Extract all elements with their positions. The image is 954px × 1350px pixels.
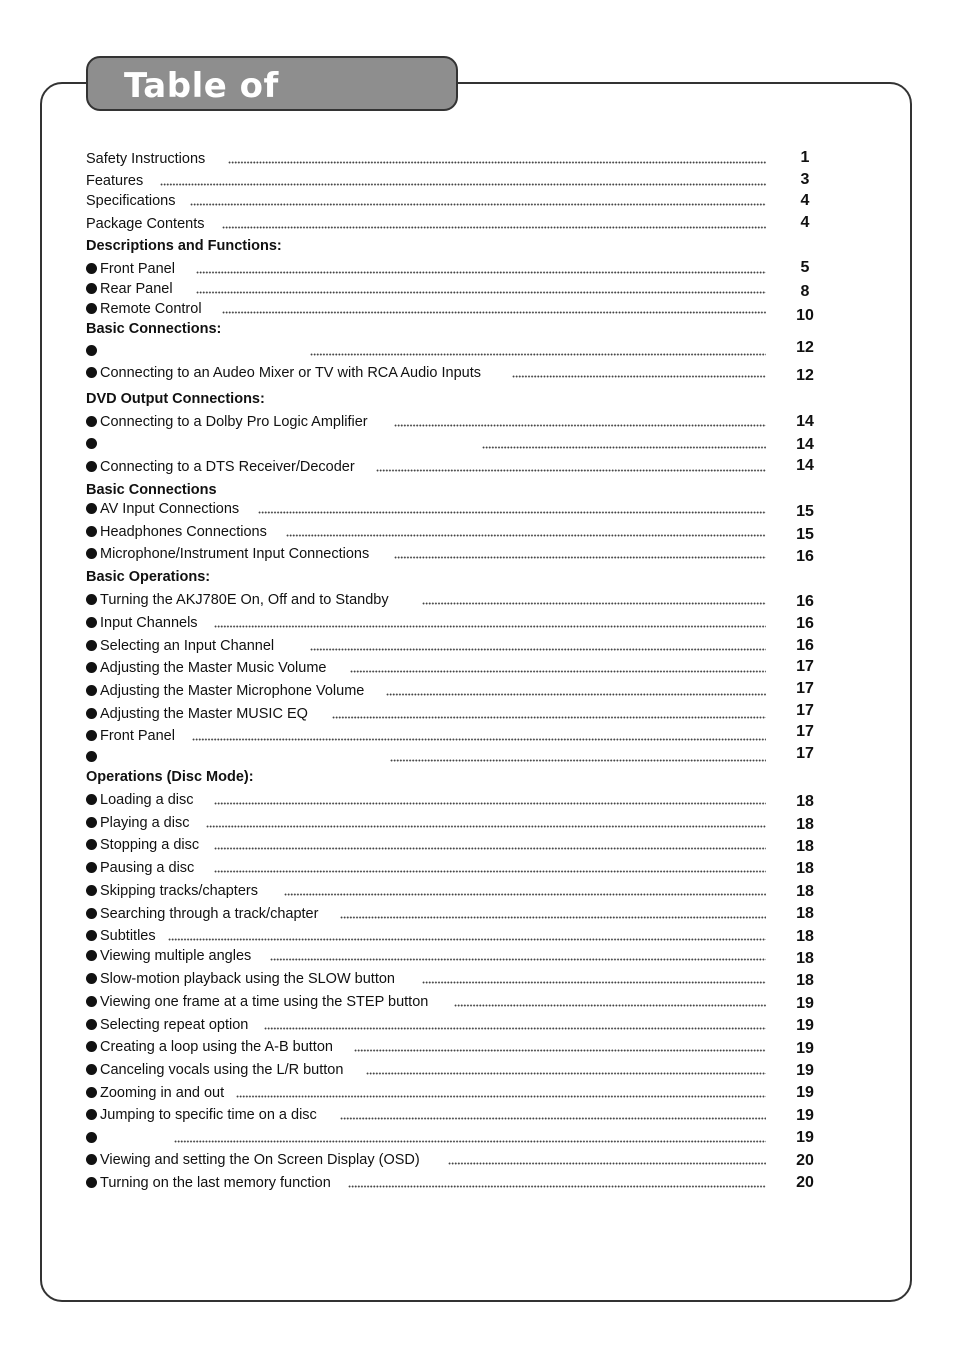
dot-leader xyxy=(422,980,766,984)
bullet-icon xyxy=(86,1132,97,1143)
toc-entry xyxy=(86,1102,766,1124)
dot-leader xyxy=(258,510,766,514)
entry-text xyxy=(86,727,183,745)
bullet-icon xyxy=(86,950,97,961)
bullet-icon xyxy=(86,438,97,449)
entry-label: Descriptions and Functions: xyxy=(86,238,282,254)
entry-text xyxy=(86,1016,256,1034)
page-number: 14 xyxy=(796,436,814,453)
bullet-icon xyxy=(86,794,97,805)
dot-leader xyxy=(192,737,766,741)
bullet-icon xyxy=(86,1087,97,1098)
bullet-icon xyxy=(86,1064,97,1075)
dot-leader xyxy=(214,801,766,805)
bullet-icon xyxy=(86,283,97,294)
toc-entry xyxy=(86,943,766,965)
toc-entry xyxy=(86,454,766,476)
page-number: 12 xyxy=(796,367,814,384)
page-number: 18 xyxy=(796,883,814,900)
toc-section-heading xyxy=(86,386,766,408)
page-number: 19 xyxy=(796,1040,814,1057)
entry-text xyxy=(86,659,334,677)
section-heading-text xyxy=(86,237,290,255)
entry-label: Pausing a disc xyxy=(100,860,195,876)
bullet-icon xyxy=(86,263,97,274)
page-number: 14 xyxy=(796,457,814,474)
entry-label: Remote Control xyxy=(100,301,202,317)
entry-text xyxy=(86,342,108,360)
page-title: Table of Contents xyxy=(124,66,301,146)
toc-entry xyxy=(86,744,766,766)
toc-entry xyxy=(86,360,766,382)
entry-label: Turning the AKJ780E On, Off and to Standby xyxy=(100,592,389,608)
dot-leader xyxy=(394,555,766,559)
toc-entry xyxy=(86,256,766,278)
section-heading-text xyxy=(86,768,262,786)
title-banner xyxy=(86,56,458,146)
bullet-icon xyxy=(86,908,97,919)
entry-text xyxy=(86,591,397,609)
bullet-icon xyxy=(86,885,97,896)
entry-text xyxy=(86,192,183,210)
entry-text xyxy=(86,523,275,541)
toc-entry xyxy=(86,519,766,541)
toc-entry xyxy=(86,296,766,318)
entry-text xyxy=(86,1061,351,1079)
entry-label: Package Contents xyxy=(86,216,205,232)
entry-text xyxy=(86,435,108,453)
entry-label: Playing a disc xyxy=(100,815,190,831)
toc-entry xyxy=(86,1012,766,1034)
toc-entry xyxy=(86,496,766,518)
entry-text xyxy=(86,458,363,476)
page-number: 10 xyxy=(796,307,814,324)
dot-leader xyxy=(236,1094,766,1098)
toc-section-heading xyxy=(86,316,766,338)
page-number: 19 xyxy=(796,1062,814,1079)
entry-text xyxy=(86,947,259,965)
toc-entry xyxy=(86,431,766,453)
entry-text xyxy=(86,637,282,655)
entry-label: Stopping a disc xyxy=(100,837,200,853)
dot-leader xyxy=(228,160,766,164)
bullet-icon xyxy=(86,662,97,673)
entry-label: Searching through a track/chapter xyxy=(100,906,319,922)
entry-label: AV Input Connections xyxy=(100,501,240,517)
bullet-icon xyxy=(86,1177,97,1188)
toc-entry xyxy=(86,901,766,923)
dot-leader xyxy=(512,374,766,378)
entry-text xyxy=(86,614,206,632)
bullet-icon xyxy=(86,730,97,741)
entry-label: Operations (Disc Mode): xyxy=(86,769,254,785)
bullet-icon xyxy=(86,930,97,941)
page-number: 17 xyxy=(796,702,814,719)
entry-label: DVD Output Connections: xyxy=(86,391,265,407)
toc-entry xyxy=(86,211,766,233)
bullet-icon xyxy=(86,345,97,356)
toc-entry xyxy=(86,1080,766,1102)
page-number: 19 xyxy=(796,995,814,1012)
dot-leader xyxy=(422,601,766,605)
toc-entry xyxy=(86,678,766,700)
entry-label: Safety Instructions xyxy=(86,151,206,167)
bullet-icon xyxy=(86,1154,97,1165)
toc-entry xyxy=(86,878,766,900)
page-number: 14 xyxy=(796,413,814,430)
dot-leader xyxy=(390,758,766,762)
dot-leader xyxy=(454,1003,766,1007)
toc-entry xyxy=(86,1170,766,1192)
entry-label: Turning on the last memory function xyxy=(100,1175,331,1191)
bullet-icon xyxy=(86,1109,97,1120)
dot-leader xyxy=(394,423,766,427)
entry-label: Loading a disc xyxy=(100,792,194,808)
bullet-icon xyxy=(86,640,97,651)
page-number: 3 xyxy=(800,171,810,188)
entry-label: Creating a loop using the A-B button xyxy=(100,1039,333,1055)
bullet-icon xyxy=(86,817,97,828)
entry-text xyxy=(86,993,436,1011)
toc-entry xyxy=(86,855,766,877)
entry-text xyxy=(86,1084,232,1102)
page-number: 18 xyxy=(796,972,814,989)
toc-entry xyxy=(86,409,766,431)
entry-label: Selecting repeat option xyxy=(100,1017,249,1033)
entry-label: Canceling vocals using the L/R button xyxy=(100,1062,344,1078)
page-number: 4 xyxy=(800,214,810,231)
bullet-icon xyxy=(86,367,97,378)
entry-label: Front Panel xyxy=(100,261,175,277)
toc-entry xyxy=(86,338,766,360)
page-number: 18 xyxy=(796,838,814,855)
entry-text xyxy=(86,1174,339,1192)
dot-leader xyxy=(348,1184,766,1188)
entry-text xyxy=(86,836,207,854)
toc-entry xyxy=(86,1034,766,1056)
dot-leader xyxy=(310,352,766,356)
toc-entry xyxy=(86,633,766,655)
entry-label: Subtitles xyxy=(100,928,156,944)
entry-text xyxy=(86,215,213,233)
toc-entry xyxy=(86,655,766,677)
page-number: 19 xyxy=(796,1084,814,1101)
bullet-icon xyxy=(86,685,97,696)
entry-label: Adjusting the Master Microphone Volume xyxy=(100,683,365,699)
entry-text xyxy=(86,859,202,877)
dot-leader xyxy=(222,225,766,229)
section-heading-text xyxy=(86,568,218,586)
entry-label: Front Panel xyxy=(100,728,175,744)
dot-leader xyxy=(350,669,766,673)
entry-text xyxy=(86,500,247,518)
entry-label: Basic Connections: xyxy=(86,321,222,337)
dot-leader xyxy=(214,624,766,628)
dot-leader xyxy=(196,270,766,274)
dot-leader xyxy=(190,202,766,206)
dot-leader xyxy=(448,1161,766,1165)
dot-leader xyxy=(264,1026,766,1030)
bullet-icon xyxy=(86,751,97,762)
toc-entry xyxy=(86,1125,766,1147)
bullet-icon xyxy=(86,708,97,719)
dot-leader xyxy=(310,647,766,651)
entry-label: Connecting to a Dolby Pro Logic Amplifier xyxy=(100,414,368,430)
toc-entry xyxy=(86,1057,766,1079)
dot-leader xyxy=(376,468,766,472)
entry-text xyxy=(86,814,197,832)
page-number: 18 xyxy=(796,928,814,945)
toc-entry xyxy=(86,541,766,563)
page-number: 8 xyxy=(800,283,810,300)
page-number: 17 xyxy=(796,745,814,762)
page-number: 17 xyxy=(796,723,814,740)
toc-entry xyxy=(86,168,766,190)
bullet-icon xyxy=(86,617,97,628)
page-number: 16 xyxy=(796,548,814,565)
entry-label: Microphone/Instrument Input Connections xyxy=(100,546,370,562)
toc-entry xyxy=(86,701,766,723)
dot-leader xyxy=(168,937,766,941)
page-number: 18 xyxy=(796,860,814,877)
bullet-icon xyxy=(86,526,97,537)
toc-section-heading xyxy=(86,564,766,586)
dot-leader xyxy=(196,290,766,294)
dot-leader xyxy=(340,1116,766,1120)
bullet-icon xyxy=(86,594,97,605)
entry-label: Basic Connections xyxy=(86,482,217,498)
page-number: 20 xyxy=(796,1174,814,1191)
page-number: 18 xyxy=(796,816,814,833)
dot-leader xyxy=(366,1071,766,1075)
entry-label: Connecting to an Audeo Mixer or TV with RCA Audio Inputs xyxy=(100,365,481,381)
toc-section-heading xyxy=(86,764,766,786)
dot-leader xyxy=(332,715,766,719)
toc-entry xyxy=(86,832,766,854)
page-number: 15 xyxy=(796,503,814,520)
bullet-icon xyxy=(86,1019,97,1030)
toc-entry xyxy=(86,188,766,210)
page-number: 1 xyxy=(800,149,810,166)
entry-label: Skipping tracks/chapters xyxy=(100,883,258,899)
bullet-icon xyxy=(86,973,97,984)
page-number: 4 xyxy=(800,192,810,209)
dot-leader xyxy=(386,692,766,696)
entry-label: Selecting an Input Channel xyxy=(100,638,275,654)
entry-text xyxy=(86,905,326,923)
entry-label: Adjusting the Master MUSIC EQ xyxy=(100,706,308,722)
dot-leader xyxy=(270,957,766,961)
dot-leader xyxy=(160,182,766,186)
toc-entry xyxy=(86,1147,766,1169)
entry-label: Features xyxy=(86,173,144,189)
entry-label: Viewing and setting the On Screen Display (OSD) xyxy=(100,1152,420,1168)
entry-text xyxy=(86,1038,341,1056)
toc-entry xyxy=(86,587,766,609)
dot-leader xyxy=(214,846,766,850)
dot-leader xyxy=(354,1048,766,1052)
page-number: 16 xyxy=(796,637,814,654)
entry-text xyxy=(86,364,489,382)
toc-entry xyxy=(86,723,766,745)
page-number: 17 xyxy=(796,658,814,675)
entry-label: Viewing one frame at a time using the STEP button xyxy=(100,994,429,1010)
page-number: 19 xyxy=(796,1129,814,1146)
page-number: 18 xyxy=(796,793,814,810)
entry-label: Specifications xyxy=(86,193,176,209)
bullet-icon xyxy=(86,303,97,314)
entry-label: Zooming in and out xyxy=(100,1085,225,1101)
toc-entry xyxy=(86,923,766,945)
page-number: 18 xyxy=(796,950,814,967)
bullet-icon xyxy=(86,548,97,559)
entry-text xyxy=(86,545,377,563)
entry-text xyxy=(86,970,403,988)
entry-label: Adjusting the Master Music Volume xyxy=(100,660,327,676)
entry-text xyxy=(86,1129,108,1147)
page-number: 19 xyxy=(796,1107,814,1124)
entry-text xyxy=(86,413,376,431)
entry-label: Input Channels xyxy=(100,615,198,631)
entry-text xyxy=(86,682,372,700)
bullet-icon xyxy=(86,416,97,427)
dot-leader xyxy=(174,1139,766,1143)
entry-label: Headphones Connections xyxy=(100,524,267,540)
section-heading-text xyxy=(86,320,229,338)
dot-leader xyxy=(214,869,766,873)
bullet-icon xyxy=(86,996,97,1007)
entry-text xyxy=(86,882,266,900)
bullet-icon xyxy=(86,862,97,873)
page-number: 16 xyxy=(796,593,814,610)
page-number: 15 xyxy=(796,526,814,543)
toc-entry xyxy=(86,787,766,809)
page-number: 12 xyxy=(796,339,814,356)
toc-entry xyxy=(86,610,766,632)
toc-entry xyxy=(86,989,766,1011)
entry-text xyxy=(86,1106,325,1124)
entry-text xyxy=(86,791,202,809)
bullet-icon xyxy=(86,839,97,850)
page-number: 20 xyxy=(796,1152,814,1169)
toc-entry xyxy=(86,276,766,298)
dot-leader xyxy=(286,533,766,537)
dot-leader xyxy=(482,445,766,449)
page-number: 5 xyxy=(800,259,810,276)
page-number: 16 xyxy=(796,615,814,632)
bullet-icon xyxy=(86,1041,97,1052)
toc-section-heading xyxy=(86,233,766,255)
dot-leader xyxy=(340,915,766,919)
entry-label: Jumping to specific time on a disc xyxy=(100,1107,317,1123)
entry-text xyxy=(86,705,316,723)
dot-leader xyxy=(284,892,766,896)
section-heading-text xyxy=(86,390,273,408)
entry-label: Viewing multiple angles xyxy=(100,948,252,964)
page-number: 19 xyxy=(796,1017,814,1034)
entry-label: Connecting to a DTS Receiver/Decoder xyxy=(100,459,355,475)
entry-label: Rear Panel xyxy=(100,281,173,297)
entry-label: Basic Operations: xyxy=(86,569,211,585)
bullet-icon xyxy=(86,461,97,472)
bullet-icon xyxy=(86,503,97,514)
entry-text xyxy=(86,1151,428,1169)
page-number: 17 xyxy=(796,680,814,697)
page-number: 18 xyxy=(796,905,814,922)
dot-leader xyxy=(206,824,766,828)
entry-label: Slow-motion playback using the SLOW button xyxy=(100,971,395,987)
toc-entry xyxy=(86,810,766,832)
toc-entry xyxy=(86,146,766,168)
dot-leader xyxy=(222,310,766,314)
entry-text xyxy=(86,150,213,168)
toc-entry xyxy=(86,966,766,988)
